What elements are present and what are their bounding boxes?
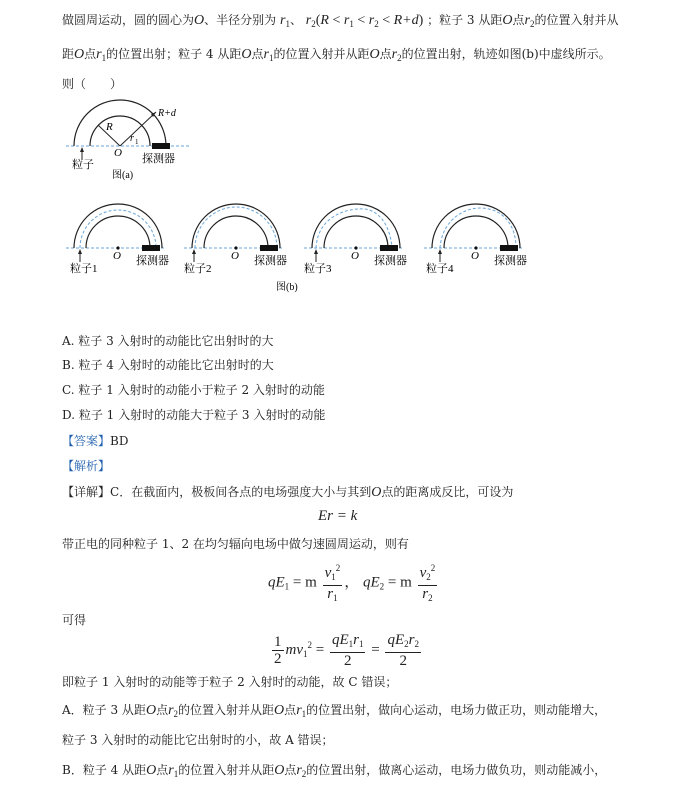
figure-a-label-Rd: R+d [158, 108, 176, 119]
figure-a-label-O: O [114, 147, 122, 159]
equation-2: $qE_1 = m$ $\frac{v_1^2}{r_1}$ ， $qE_2 = m$ $\frac{v_2^2}{r_2}$ [268, 560, 439, 606]
figure-a-outer-arc [74, 100, 166, 146]
figure-b-panel-4 [424, 204, 527, 275]
a-line-2: 粒子 3 入射时的动能比它出射时的小，故 A 错误； [62, 733, 334, 747]
detail-line-2: 带正电的同种粒子 1、2 在均匀辐向电场中做匀速圆周运动，则有 [62, 537, 409, 551]
analysis-line [62, 458, 110, 474]
equation-3: $\frac{1}{2}$ $mv_1^2$ = $\frac{qE_1r_1}{2}$ = $\frac{qE_2r_2}{2}$ [274, 632, 419, 669]
svg-text:粒子2: 粒子2 [184, 263, 212, 275]
figure-a-caption: 图(a) [112, 170, 134, 181]
answer-value: BD [110, 434, 129, 448]
svg-text:粒子1: 粒子1 [70, 263, 98, 275]
figure-b-panel-3 [304, 204, 407, 275]
option-d: D. 粒子 1 入射时的动能大于粒子 3 入射时的动能 [62, 408, 326, 422]
figure-a-label-r1: r [130, 133, 134, 144]
figure-b [66, 196, 536, 296]
figure-a-detector [152, 143, 170, 149]
analysis-tag: 【解析】 [62, 459, 111, 473]
detail-line-1: 【详解】C．在截面内，极板间各点的电场强度大小与其到O点的距离成反比，可设为 [62, 485, 514, 500]
intro-line-2: 距O点$r_1$的位置出射；粒子 4 从距O点$r_1$的位置入射并从距O点$r_2$的位置出射，轨迹如图(b)中虚线所示。 [62, 47, 611, 63]
equation-er-k: Er = k [318, 508, 358, 524]
svg-text:1: 1 [135, 138, 139, 146]
option-a: A. 粒子 3 入射时的动能比它出射时的大 [62, 334, 274, 348]
figure-a-detector-label: 探测器 [142, 153, 175, 165]
figure-a-inner-arc [90, 116, 150, 146]
intro-line-1: 做圆周运动，圆的圆心为O、半径分别为 $r_1$、 $r_2(R < r_1 < r_2 < R+d)$ ；粒子 3 从距O点$r_2$的位置入射并从 [62, 13, 619, 29]
panel-2-trajectory [195, 207, 277, 248]
figure-a-label-R: R [106, 121, 113, 133]
svg-text:粒子3: 粒子3 [304, 263, 332, 275]
svg-text:粒子4: 粒子4 [426, 263, 454, 275]
b-line-1: B．粒子 4 从距O点$r_1$的位置入射并从距O点$r_2$的位置出射，做离心运动，电场力做负功，则动能减小， [62, 763, 607, 779]
svg-text:O: O [113, 250, 121, 262]
svg-text:O: O [471, 250, 479, 262]
answer-tag: 【答案】 [62, 434, 111, 448]
answer-line [62, 433, 128, 449]
question-prompt: 则（ ） [62, 77, 123, 91]
figure-a [66, 96, 196, 182]
figure-b-panel-2 [184, 204, 287, 275]
figure-b-panel-1 [66, 204, 169, 275]
figure-b-caption: 图(b) [276, 282, 298, 293]
can-get: 可得 [62, 613, 87, 627]
svg-text:探测器: 探测器 [254, 255, 287, 267]
svg-text:O: O [351, 250, 359, 262]
figure-a-particle-label: 粒子 [72, 159, 94, 171]
c-conclusion: 即粒子 1 入射时的动能等于粒子 2 入射时的动能，故 C 错误； [62, 675, 398, 689]
a-line-1: A．粒子 3 从距O点$r_2$的位置入射并从距O点$r_1$的位置出射，做向心运动，电场力做正功，则动能增大， [62, 703, 607, 719]
option-b: B. 粒子 4 入射时的动能比它出射时的大 [62, 358, 274, 372]
svg-text:探测器: 探测器 [494, 255, 527, 267]
option-c: C. 粒子 1 入射时的动能小于粒子 2 入射时的动能 [62, 383, 325, 397]
svg-text:探测器: 探测器 [374, 255, 407, 267]
svg-text:O: O [231, 250, 239, 262]
svg-text:探测器: 探测器 [136, 255, 169, 267]
